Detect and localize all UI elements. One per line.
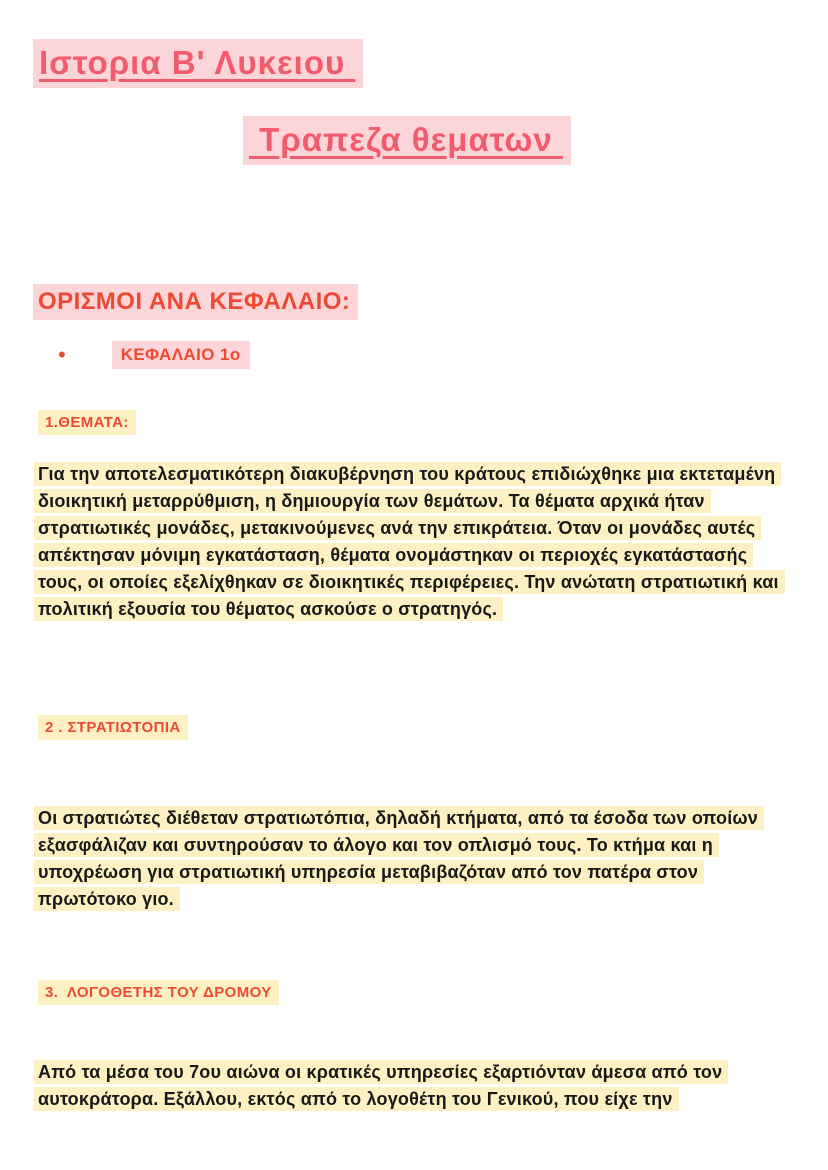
section-2-body <box>34 805 782 913</box>
section-3-body-text: Από τα μέσα του 7ου αιώνα οι κρατικές υπηρεσίες εξαρτιόνταν άμεσα από τον αυτοκράτορα. Εξάλλου, εκτός από το λογοθέτη του Γενικού, που είχε την <box>34 1060 728 1111</box>
definitions-heading-text: ΟΡΙΣΜΟΙ ΑΝΑ ΚΕΦΑΛΑΙΟ: <box>33 284 358 320</box>
page-subtitle-text: Τραπεζα θεματων <box>243 116 571 165</box>
section-2-heading <box>38 719 188 737</box>
section-1-body-text: Για την αποτελεσματικότερη διακυβέρνηση του κράτους επιδιώχθηκε μια εκτεταμένη διοικητική μεταρρύθμιση, η δημιουργία των θεμάτων. Τα θέματα αρχικά ήταν στρατιωτικές μονάδες, μετακινούμενες ανά την επικράτεια. Όταν οι μονάδες αυτές απέκτησαν μόνιμη εγκατάσταση, θέματα ονομάστηκαν οι περιοχές εγκατάστασής τους, οι οποίες εξελίχθηκαν σε διοικητικές περιφέρειες. Την ανώτατη στρατιωτική και πολιτική εξουσία του θέματος ασκούσε ο στρατηγός. <box>34 462 785 621</box>
page-title-text: Ιστορια Β' Λυκειου <box>33 39 363 88</box>
section-2-body-text: Οι στρατιώτες διέθεταν στρατιωτόπια, δηλαδή κτήματα, από τα έσοδα των οποίων εξασφάλιζαν και συντηρούσαν το άλογο και τον οπλισμό τους. Το κτήμα και η υποχρέωση για στρατιωτική υπηρεσία μεταβιβαζόταν από τον πατέρα στον πρωτότοκο γιο. <box>34 806 764 911</box>
section-2-heading-text: 2 . ΣΤΡΑΤΙΩΤΟΠΙΑ <box>38 715 188 740</box>
section-1-body <box>34 461 782 623</box>
section-3-heading <box>38 984 279 1002</box>
section-1-heading <box>38 414 136 432</box>
page-title <box>33 44 363 82</box>
section-1-heading-text: 1.ΘΕΜΑΤΑ: <box>38 410 136 435</box>
section-3-heading-text: 3. ΛΟΓΟΘΕΤΗΣ ΤΟΥ ΔΡΟΜΟΥ <box>38 980 279 1005</box>
section-3-body <box>34 1059 782 1113</box>
page-subtitle <box>243 121 571 159</box>
chapter-list-item <box>58 341 250 369</box>
bullet-icon: • <box>58 342 66 367</box>
chapter-label: ΚΕΦΑΛΑΙΟ 1ο <box>112 341 250 369</box>
definitions-heading <box>33 288 358 316</box>
